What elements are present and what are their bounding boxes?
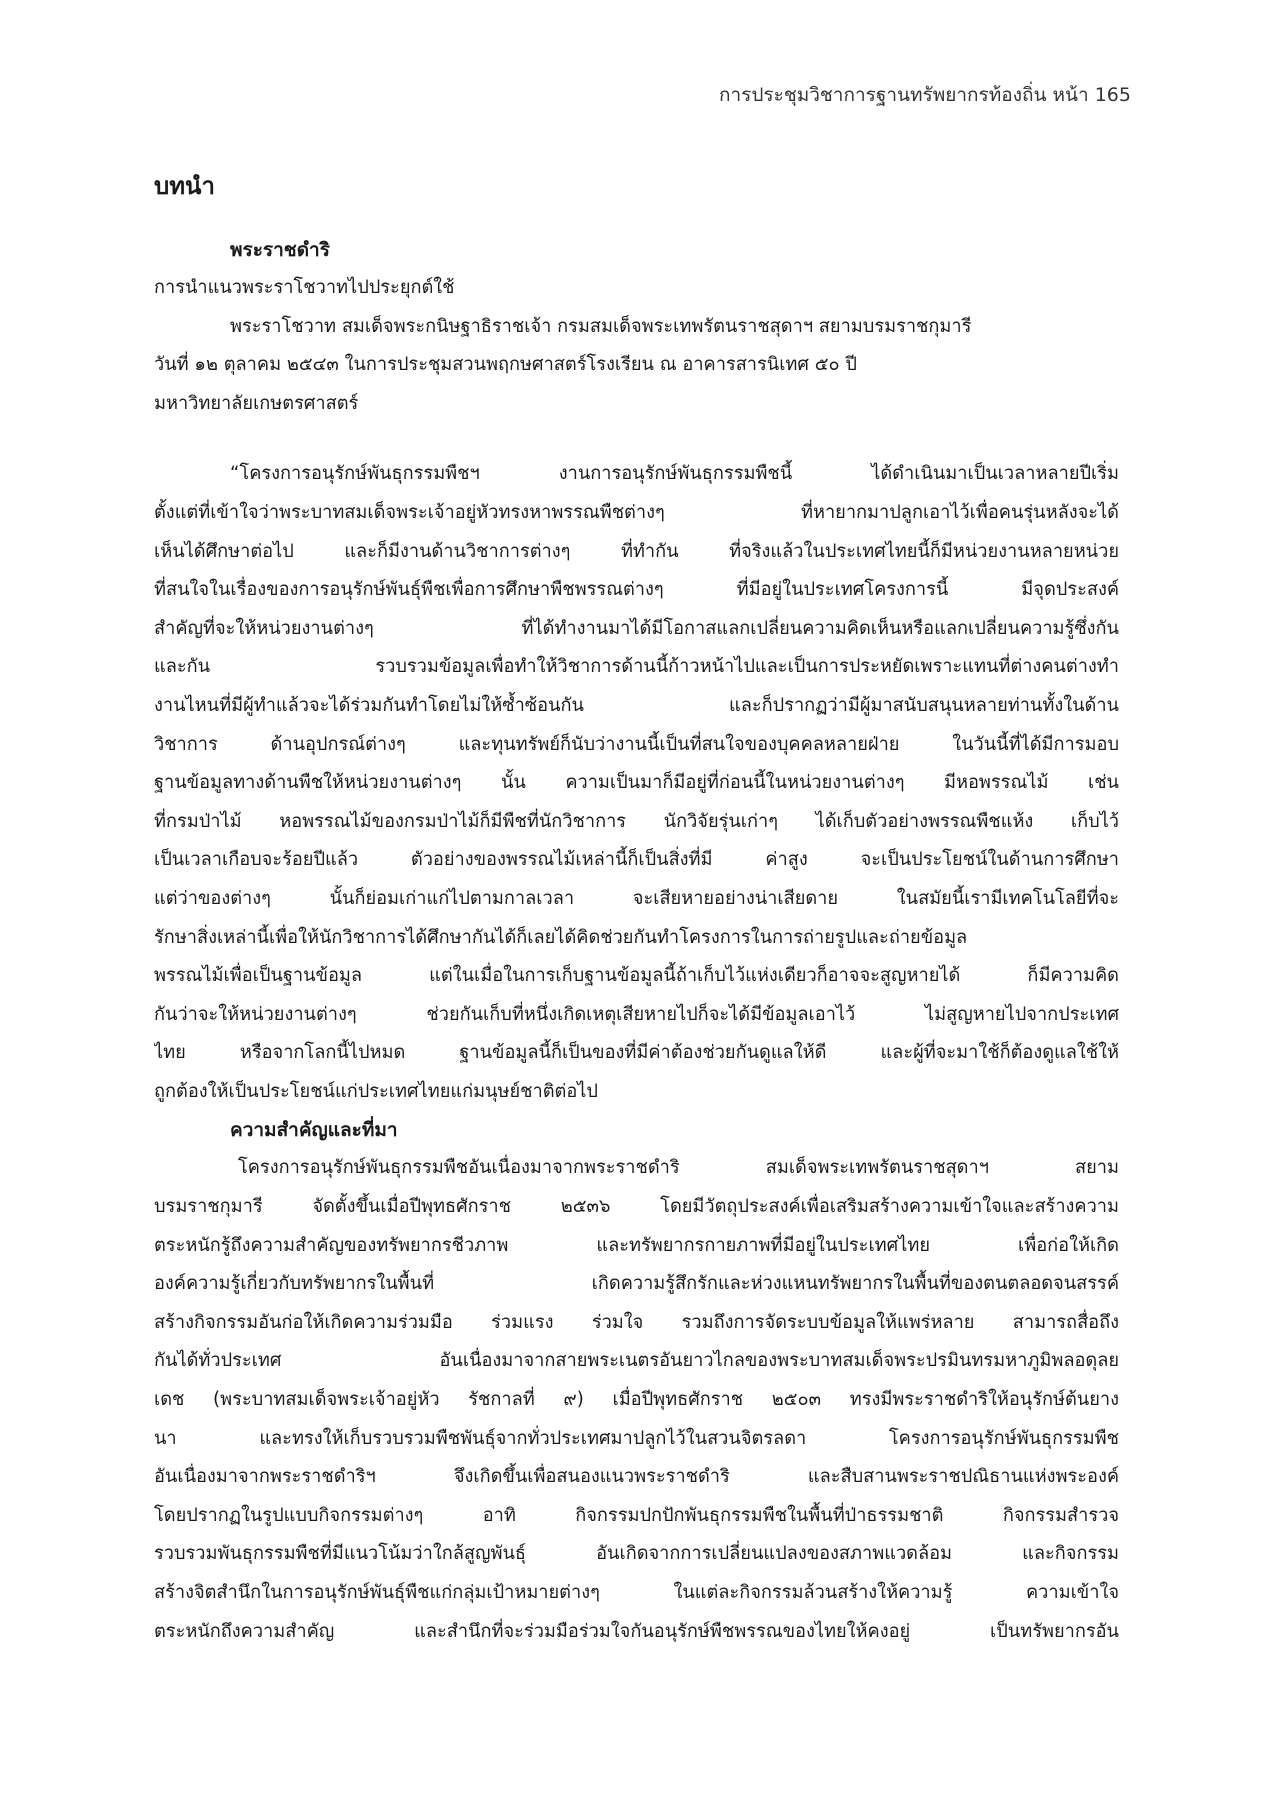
- text-line: ตระหนักรู้ถึงความสำคัญของทรัพยากรชีวภาพ และทรัพยากรกายภาพที่มีอยู่ในประเทศไทย เพื่อก่อให้เกิด: [154, 1234, 1119, 1256]
- text-line: สร้างกิจกรรมอันก่อให้เกิดความร่วมมือ ร่วมแรง ร่วมใจ รวมถึงการจัดระบบข้อมูลให้แพร่หลาย สามารถสื่อถึง: [154, 1311, 1119, 1333]
- text-line: บรมราชกุมารี จัดตั้งขึ้นเมื่อปีพุทธศักราช ๒๕๓๖ โดยมีวัตถุประสงค์เพื่อเสริมสร้างความเข้าใจและสร้างความ: [154, 1196, 1119, 1218]
- running-header: การประชุมวิชาการฐานทรัพยากรท้องถิ่น หน้า 165: [718, 84, 1131, 106]
- text-line: ไทย หรือจากโลกนี้ไปหมด ฐานข้อมูลนี้ก็เป็นของที่มีค่าต้องช่วยกันดูแลให้ดี และผู้ที่จะมาใช้ก็ต้องดูแลใช้ให้: [154, 1042, 1119, 1064]
- text-line: โดยปรากฏในรูปแบบกิจกรรมต่างๆ อาทิ กิจกรรมปกปักพันธุกรรมพืชในพื้นที่ป่าธรรมชาติ กิจกรรมสำรวจ: [154, 1504, 1119, 1526]
- text-line: วันที่ ๑๒ ตุลาคม ๒๕๔๓ ในการประชุมสวนพฤกษศาสตร์โรงเรียน ณ อาคารสารนิเทศ ๕๐ ปี: [154, 354, 857, 376]
- text-line: ที่กรมป่าไม้ หอพรรณไม้ของกรมป่าไม้ก็มีพืชที่นักวิชาการ นักวิจัยรุ่นเก่าๆ ได้เก็บตัวอย่างพรรณพืชแห้ง เก็บไว้: [154, 810, 1119, 832]
- text-line: วิชาการ ด้านอุปกรณ์ต่างๆ และทุนทรัพย์ก็นับว่างานนี้เป็นที่สนใจของบุคคลหลายฝ่าย ในวันนี้ที่ได้มีการมอบ: [154, 733, 1119, 755]
- text-line: ตั้งแต่ที่เข้าใจว่าพระบาทสมเด็จพระเจ้าอยู่หัวทรงหาพรรณพืชต่างๆ ที่หายากมาปลูกเอาไว้เพื่อคนรุ่นหลังจะได้: [154, 501, 1119, 523]
- text-line: นา และทรงให้เก็บรวบรวมพืชพันธุ์จากทั่วประเทศมาปลูกไว้ในสวนจิตรลดา โครงการอนุรักษ์พันธุกรรมพืช: [154, 1427, 1119, 1449]
- text-line: ตระหนักถึงความสำคัญ และสำนึกที่จะร่วมมือร่วมใจกันอนุรักษ์พืชพรรณของไทยให้คงอยู่ เป็นทรัพยากรอัน: [154, 1620, 1119, 1642]
- text-line: พรรณไม้เพื่อเป็นฐานข้อมูล แต่ในเมื่อในการเก็บฐานข้อมูลนี้ถ้าเก็บไว้แห่งเดียวก็อาจจะสูญหายได้ ก็มีความคิด: [154, 965, 1119, 987]
- text-line: ฐานข้อมูลทางด้านพืชให้หน่วยงานต่างๆ นั้น ความเป็นมาก็มีอยู่ที่ก่อนนี้ในหน่วยงานต่างๆ มีหอพรรณไม้ เช่น: [154, 772, 1119, 794]
- text-line: เป็นเวลาเกือบจะร้อยปีแล้ว ตัวอย่างของพรรณไม้เหล่านี้ก็เป็นสิ่งที่มี ค่าสูง จะเป็นประโยชน์ในด้านการศึกษา: [154, 849, 1119, 871]
- text-line: สำคัญที่จะให้หน่วยงานต่างๆ ที่ได้ทำงานมาได้มีโอกาสแลกเปลี่ยนความคิดเห็นหรือแลกเปลี่ยนความรู้ซึ่งกัน: [154, 617, 1119, 639]
- source-paragraph: [154, 308, 1119, 424]
- text-line: มหาวิทยาลัยเกษตรศาสตร์: [154, 392, 359, 414]
- subsection-title-royal-initiative: พระราชดำริ: [230, 239, 330, 261]
- text-line: อันเนื่องมาจากพระราชดำริฯ จึงเกิดขึ้นเพื่อสนองแนวพระราชดำริ และสืบสานพระราชปณิธานแห่งพระองค์: [154, 1466, 1119, 1488]
- text-line: รวบรวมพันธุกรรมพืชที่มีแนวโน้มว่าใกล้สูญพันธุ์ อันเกิดจากการเปลี่ยนแปลงของสภาพแวดล้อม และกิจกรรม: [154, 1543, 1119, 1565]
- text-line: งานไหนที่มีผู้ทำแล้วจะได้ร่วมกันทำโดยไม่ให้ซ้ำซ้อนกัน และก็ปรากฏว่ามีผู้มาสนับสนุนหลายท่านทั้งในด้าน: [154, 694, 1119, 716]
- text-line: สร้างจิตสำนึกในการอนุรักษ์พันธุ์พืชแก่กลุ่มเป้าหมายต่างๆ ในแต่ละกิจกรรมล้วนสร้างให้ความรู้ ความเข้าใจ: [154, 1582, 1119, 1603]
- quote-paragraph: [154, 455, 1119, 1111]
- text-line: พระราโชวาท สมเด็จพระกนิษฐาธิราชเจ้า กรมสมเด็จพระเทพรัตนราชสุดาฯ สยามบรมราชกุมารี: [230, 315, 972, 337]
- text-line: และกัน รวบรวมข้อมูลเพื่อทำให้วิชาการด้านนี้ก้าวหน้าไปและเป็นการประหยัดเพราะแทนที่ต่างคนต่างทำ: [154, 656, 1119, 678]
- spacer: [154, 423, 1119, 455]
- subtitle: การนำแนวพระราโชวาทไปประยุกต์ใช้: [154, 277, 455, 298]
- text-line: โครงการอนุรักษ์พันธุกรรมพืชอันเนื่องมาจากพระราชดำริ สมเด็จพระเทพรัตนราชสุดาฯ สยาม: [238, 1157, 1119, 1179]
- subsection-title-background: ความสำคัญและที่มา: [230, 1119, 398, 1142]
- text-line: กันว่าจะให้หน่วยงานต่างๆ ช่วยกันเก็บที่หนึ่งเกิดเหตุเสียหายไปก็จะได้มีข้อมูลเอาไว้ ไม่สูญหายไปจากประเทศ: [154, 1003, 1119, 1025]
- text-line: “โครงการอนุรักษ์พันธุกรรมพืชฯ งานการอนุรักษ์พันธุกรรมพืชนี้ ได้ดำเนินมาเป็นเวลาหลายปีเริ่ม: [230, 463, 1119, 485]
- text-line: ที่สนใจในเรื่องของการอนุรักษ์พันธุ์พืชเพื่อการศึกษาพืชพรรณต่างๆ ที่มีอยู่ในประเทศโครงการนี้ มีจุดประสงค์: [154, 579, 1119, 601]
- background-paragraph: [154, 1149, 1119, 1651]
- text-line: ถูกต้องให้เป็นประโยชน์แก่ประเทศไทยแก่มนุษย์ชาติต่อไป: [154, 1080, 598, 1102]
- text-line: รักษาสิ่งเหล่านี้เพื่อให้นักวิชาการได้ศึกษากันได้ก็เลยได้คิดช่วยกันทำโครงการในการถ่ายรูปและถ่ายข้อมูล: [154, 926, 968, 948]
- text-line: กันได้ทั่วประเทศ อันเนื่องมาจากสายพระเนตรอันยาวไกลของพระบาทสมเด็จพระปรมินทรมหาภูมิพลอดุลย: [154, 1350, 1119, 1372]
- text-line: แต่ว่าของต่างๆ นั้นก็ย่อมเก่าแก่ไปตามกาลเวลา จะเสียหายอย่างน่าเสียดาย ในสมัยนี้เรามีเทคโนโลยีที่จะ: [154, 887, 1119, 909]
- section-title: บทนำ: [154, 172, 215, 200]
- text-line: เดช (พระบาทสมเด็จพระเจ้าอยู่หัว รัชกาลที่ ๙) เมื่อปีพุทธศักราช ๒๕๐๓ ทรงมีพระราชดำริให้อนุรักษ์ต้นยาง: [154, 1389, 1119, 1411]
- text-line: เห็นได้ศึกษาต่อไป และก็มีงานด้านวิชาการต่างๆ ที่ทำกัน ที่จริงแล้วในประเทศไทยนี้ก็มีหน่วยงานหลายหน่วย: [154, 540, 1119, 562]
- text-line: องค์ความรู้เกี่ยวกับทรัพยากรในพื้นที่ เกิดความรู้สึกรักและห่วงแหนทรัพยากรในพื้นที่ของตนตลอดจนสรรค์: [154, 1273, 1119, 1295]
- document-body: [154, 160, 1119, 1651]
